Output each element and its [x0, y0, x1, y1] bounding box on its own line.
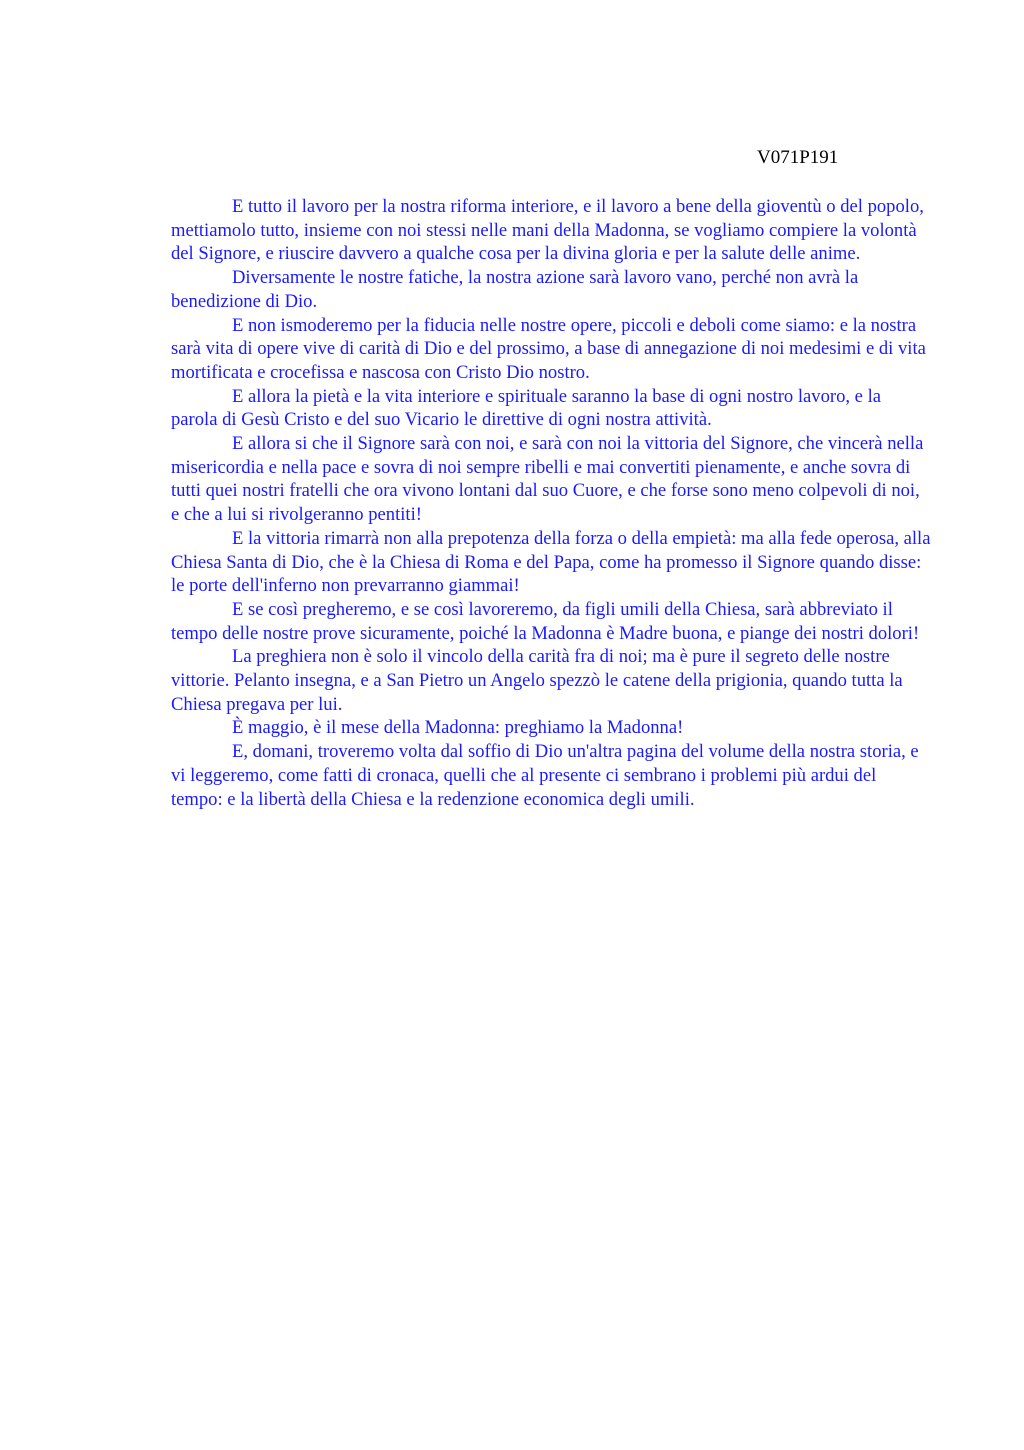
paragraph-6: E la vittoria rimarrà non alla prepotenza della forza o della empietà: ma alla fede operosa, alla Chiesa Santa di Dio, che è la Chiesa di Roma e del Papa, come ha promesso il Signore quando disse: le porte dell'inferno non prevarranno giammai!	[171, 527, 931, 597]
paragraph-4: E allora la pietà e la vita interiore e spirituale saranno la base di ogni nostro lavoro, e la parola di Gesù Cristo e del suo Vicario le direttive di ogni nostra attività.	[171, 385, 881, 431]
paragraph-1: E tutto il lavoro per la nostra riforma interiore, e il lavoro a bene della gioventù o del popolo, mettiamolo tutto, insieme con noi stessi nelle mani della Madonna, se vogliamo compiere la volontà del Signore, e riuscire davvero a qualche cosa per la divina gloria e per la salute delle anime.	[171, 196, 924, 265]
paragraph-2: Diversamente le nostre fatiche, la nostra azione sarà lavoro vano, perché non avrà la benedizione di Dio.	[171, 267, 859, 312]
paragraph-7: E se così pregheremo, e se così lavoreremo, da figli umili della Chiesa, sarà abbreviato il tempo delle nostre prove sicuramente, poiché la Madonna è Madre buona, e piange dei nostri dolori!	[171, 598, 920, 644]
document-body	[171, 195, 931, 811]
paragraph-3: E non ismoderemo per la fiducia nelle nostre opere, piccoli e deboli come siamo: e la nostra sarà vita di opere vive di carità di Dio e del prossimo, a base di annegazione di noi medesimi e di vita mortificata e crocefissa e nascosa con Cristo Dio nostro.	[171, 314, 926, 383]
paragraph-5: E allora si che il Signore sarà con noi, e sarà con noi la vittoria del Signore, che vincerà nella misericordia e nella pace e sovra di noi sempre ribelli e mai convertiti pienamente, e anche sovra di tutti quei nostri fratelli che ora vivono lontani dal suo Cuore, e che forse sono meno colpevoli di noi, e che a lui si rivolgeranno pentiti!	[171, 433, 924, 526]
paragraph-9: È maggio, è il mese della Madonna: preghiamo la Madonna!	[232, 717, 684, 739]
paragraph-10: E, domani, troveremo volta dal soffio di Dio un'altra pagina del volume della nostra storia, e vi leggeremo, come fatti di cronaca, quelli che al presente ci sembrano i problemi più ardui del tempo: e la libertà della Chiesa e la redenzione economica degli umili.	[171, 741, 919, 810]
paragraph-8: La preghiera non è solo il vincolo della carità fra di noi; ma è pure il segreto delle nostre vittorie. Pelanto insegna, e a San Pietro un Angelo spezzò le catene della prigionia, quando tutta la Chiesa pregava per lui.	[171, 646, 903, 715]
page-identifier: V071P191	[757, 147, 839, 168]
